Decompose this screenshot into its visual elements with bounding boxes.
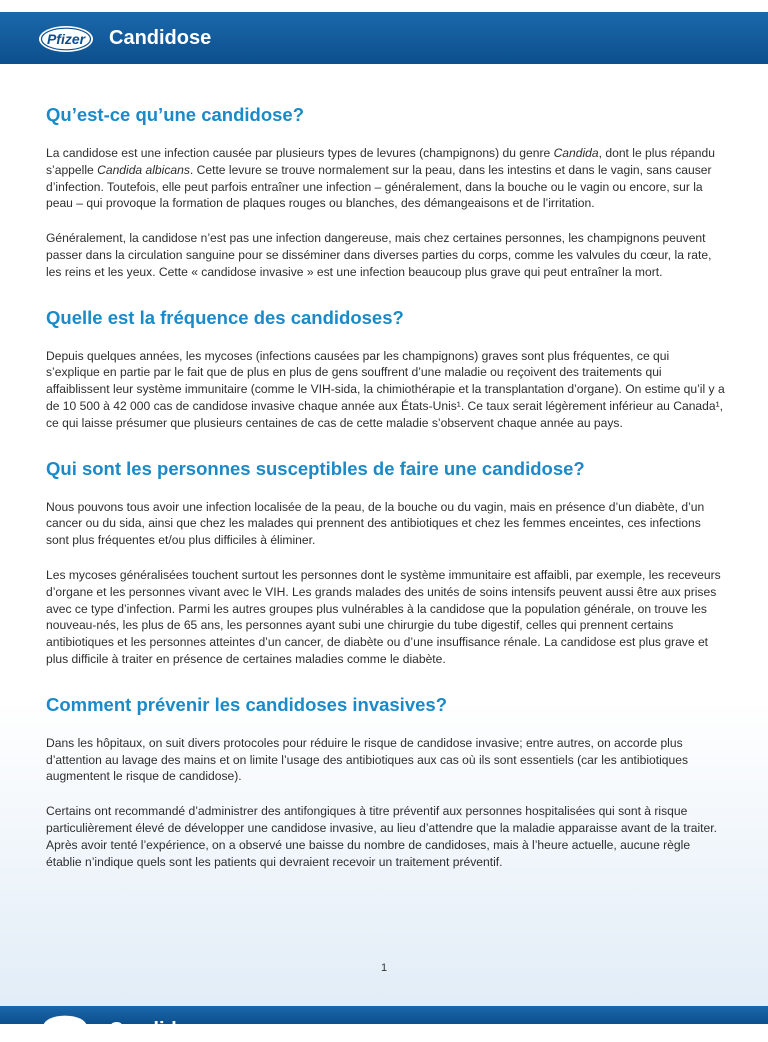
paragraph-text: , dont le plus répandu s’appelle [46, 146, 715, 177]
paragraph: Depuis quelques années, les mycoses (infections causées par les champignons) graves sont plus fréquentes, ce qui s’explique en partie par le fait que de plus en plus de gens souffrent d’une maladie ou reçoivent des traitements qui affaiblissent leur système immunitaire (comme le VIH-sida, la chimiothérapie et la transplantation d’organe). On estime qu’il y a de 10 500 à 42 000 cas de candidose invasive chaque année aux États-Unis¹. Ce taux serait légèrement inférieur au Canada¹, ce qui laisse présumer que plusieurs centaines de cas de cette maladie s’observent chaque année au pays. [46, 348, 725, 430]
paragraph: Nous pouvons tous avoir une infection localisée de la peau, de la bouche ou du vagin, mais en présence d’un diabète, d’un cancer ou du sida, ainsi que chez les malades qui prennent des antibiotiques et chez les femmes enceintes, ces infections sont plus fréquentes et/ou plus difficiles à éliminer. [46, 499, 705, 548]
paragraph: Généralement, la candidose n’est pas une infection dangereuse, mais chez certaines personnes, les champignons peuvent passer dans la circulation sanguine pour se disséminer dans diverses parties du corps, comme les valvules du cœur, la rate, les reins et les yeux. Cette « candidose invasive » est une infection beaucoup plus grave qui peut entraîner la mort. [46, 231, 712, 279]
paragraph: Les mycoses généralisées touchent surtout les personnes dont le système immunitaire est affaibli, par exemple, les receveurs d’organe et les personnes vivant avec le VIH. Les grands malades des unités de soins intensifs peuvent aussi être aux prises avec ce type d’infection. Parmi les autres groupes plus vulnérables à la candidose que la population générale, on trouve les nouveau-nés, les plus de 65 ans, les personnes ayant subi une chirurgie du tube digestif, celles qui prennent certains antibiotiques et les personnes atteintes d’un cancer, de diabète ou d’une insuffisance rénale. La candidose est plus grave et plus difficile à traiter en présence de certaines maladies comme le diabète. [46, 567, 721, 666]
section-heading: Comment prévenir les candidoses invasives? [46, 693, 447, 715]
paragraph-emphasis: Candida [553, 146, 599, 160]
page-number: 1 [380, 962, 388, 974]
article-body [46, 104, 726, 888]
section-heading: Quelle est la fréquence des candidoses? [46, 306, 404, 328]
paragraph: Certains ont recommandé d’administrer des antifongiques à titre préventif aux personnes hospitalisées qui sont à risque particulièrement élevé de développer une candidose invasive, au lieu d’attendre que la maladie apparaisse avant de la traiter. Après avoir tenté l’expérience, on a observé une baisse du nombre de candidoses, mais à l’heure actuelle, aucune règle établie n’indique quels sont les patients qui devraient recevoir un traitement préventif. [46, 804, 717, 869]
pfizer-logo [37, 24, 95, 54]
paragraph-emphasis: Candida albicans [97, 162, 190, 177]
next-page-header-bar [0, 1006, 768, 1041]
section-heading: Qui sont les personnes susceptibles de faire une candidose? [46, 457, 585, 479]
paragraph: Dans les hôpitaux, on suit divers protocoles pour réduire le risque de candidose invasive; entre autres, on accorde plus d’attention au lavage des mains et on limite l’usage des antibiotiques aux cas où ils sont essentiels (car les antibiotiques augmentent le risque de candidose). [46, 735, 689, 784]
paragraph-text: . Cette levure se trouve normalement sur la peau, dans les intestins et dans le vagin, sans causer d’infection. Toutefois, elle peut parfois entraîner une infection – généralement, dans la bouche ou le vagin ou encore, sur la peau – qui provoque la formation de plaques rouges ou blanches, des démangeaisons et de l’irritation. [46, 162, 712, 211]
header-bar [0, 12, 768, 64]
next-page-title: Candidose [109, 1019, 212, 1041]
document-title: Candidose [109, 27, 212, 49]
svg-text:Pfizer: Pfizer [46, 31, 86, 47]
paragraph-text: La candidose est une infection causée par plusieurs types de levures (champignons) du genre [46, 146, 554, 160]
section-heading: Qu’est-ce qu’une candidose? [46, 104, 305, 125]
paragraph [46, 145, 726, 212]
pfizer-logo [40, 1014, 90, 1038]
